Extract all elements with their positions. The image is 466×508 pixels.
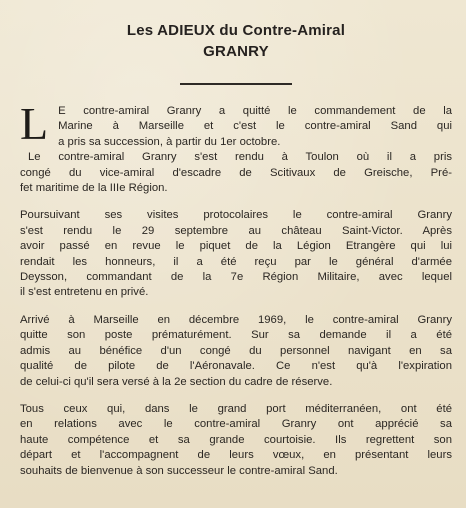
text-line: admis au bénéfice d'un congé du personnel navigant en sa (20, 344, 452, 357)
drop-cap: L (20, 104, 49, 149)
text-line: fet maritime de la IIIe Région. (20, 182, 168, 195)
article-title-line-2: GRANRY (203, 43, 269, 60)
text-line: s'est rendu le 29 septembre au château Saint-Victor. Après (20, 224, 452, 237)
text-line: souhaits de bienvenue à son successeur le contre-amiral Sand. (20, 464, 338, 477)
paragraph-2 (20, 150, 452, 196)
text-line: quitte son poste prématurément. Sur sa demande il a été (20, 329, 452, 342)
paragraph-4 (20, 313, 452, 390)
text-line: Arrivé à Marseille en décembre 1969, le contre-amiral Granry (20, 313, 452, 326)
text-line: départ et l'accompagnent de leurs vœux, en présentant leurs (20, 449, 452, 462)
text-line: Tous ceux qui, dans le grand port méditerranéen, ont été (20, 402, 452, 415)
text-line: Le contre-amiral Granry s'est rendu à Toulon où il a pris (28, 151, 452, 164)
text-line: E contre-amiral Granry a quitté le commandement de la (58, 105, 452, 117)
text-line: congé du vice-amiral d'escadre de Scitivaux de Greische, Pré- (20, 166, 452, 179)
article-body (20, 104, 452, 479)
text-line: il s'est entretenu en privé. (20, 286, 149, 299)
article-title-line-1: Les ADIEUX du Contre-Amiral (126, 22, 346, 39)
text-line: rendait les honneurs, il a été reçu par le général d'armée (20, 255, 452, 268)
text-line: Deysson, commandant de la 7e Région Militaire, avec lequel (20, 271, 452, 284)
text-line: Marine à Marseille et c'est le contre-amiral Sand qui (58, 120, 452, 133)
text-line: qualité de pilote de l'Aéronavale. Ce n'est qu'à l'expiration (20, 360, 452, 373)
text-line: haute compétence et sa grande courtoisie. Ils regrettent son (20, 433, 452, 446)
text-line: en relations avec le contre-amiral Granry ont apprécié sa (20, 418, 452, 431)
paragraph-gap (20, 196, 452, 208)
title-divider (180, 83, 292, 85)
text-line: de celui-ci qu'il sera versé à la 2e section du cadre de réserve. (20, 375, 333, 388)
text-line: Poursuivant ses visites protocolaires le contre-amiral Granry (20, 209, 452, 222)
paragraph-gap (20, 390, 452, 402)
text-line: avoir passé en revue le piquet de la Légion Etrangère qui lui (20, 240, 452, 253)
text-line: a pris sa succession, à partir du 1er octobre. (58, 135, 281, 148)
paragraph-5 (20, 402, 452, 479)
paragraph-1 (20, 104, 452, 150)
paragraph-3 (20, 208, 452, 300)
paragraph-gap (20, 301, 452, 313)
article-title (20, 20, 452, 62)
